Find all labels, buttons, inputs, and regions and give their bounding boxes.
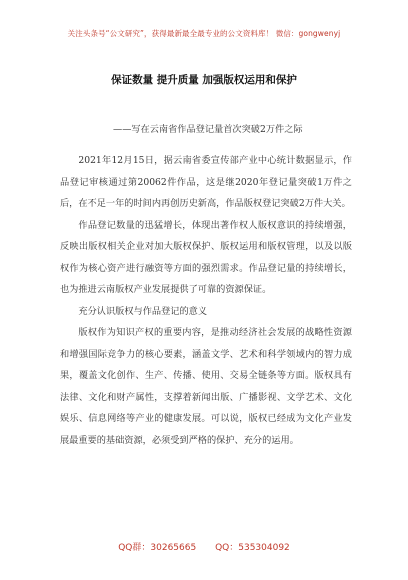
article-title: 保证数量 提升质量 加强版权运用和保护 [111,74,297,86]
article-body [60,150,352,451]
paragraph: 2021年12月15日，据云南省委宣传部产业中心统计数据显示，作品登记审核通过第20062件作品，这是继2020年登记量突破1万件之后，在不足一年的时间内再创历史新高，作品版权登记突破2万件大关。 [60,155,352,209]
qq-number: QQ：535304092 [215,543,290,553]
qq-group-number: QQ群：30265665 [118,543,197,553]
section-heading: 充分认识版权与作品登记的意义 [78,305,208,317]
paragraph: 作品登记数量的迅猛增长，体现出著作权人版权意识的持续增强，反映出版权相关企业对加大版权保护、版权运用和版权管理，以及以版权作为核心资产进行融资等方面的强烈需求。作品登记量的持续增长，也为推进云南版权产业发展提供了可靠的资源保证。 [60,219,352,295]
paragraph: 版权作为知识产权的重要内容，是推动经济社会发展的战略性资源和增强国际竞争力的核心要素，涵盖文学、艺术和科学领域内的智力成果，覆盖文化创作、生产、传播、使用、交易全链条等方面。版权具有法律、文化和财产属性，支撑着新闻出版、广播影视、文学艺术、文化娱乐、信息网络等产业的健康发展。可以说，版权已经成为文化产业发展最重要的基础资源，必须受到严格的保护、充分的运用。 [60,327,352,446]
header-notice: 关注头条号“公文研究”，获得最新最全最专业的公文资料库！ 微信：gongwenyj [67,29,341,38]
article-subtitle: ——写在云南省作品登记量首次突破2万件之际 [113,124,303,135]
footer-contact [0,540,408,553]
